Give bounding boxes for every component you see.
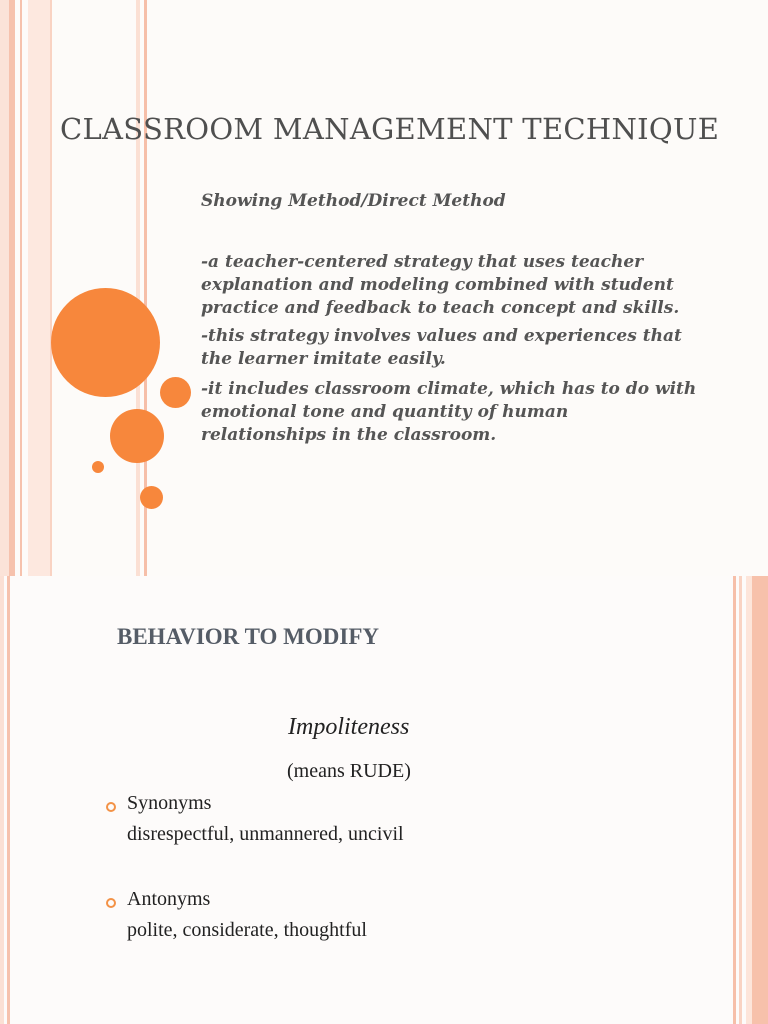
paragraph-line: relationships in the classroom. [201,425,497,445]
decorative-stripe [739,576,742,1024]
decorative-circle-large [51,288,160,397]
decorative-stripe [20,0,22,576]
paragraph-line: -a teacher-centered strategy that uses teacher [201,252,644,272]
decorative-circle [110,409,164,463]
paragraph-line: emotional tone and quantity of human [201,402,569,422]
bullet-text: polite, considerate, thoughtful [127,919,367,941]
decorative-stripe [752,576,768,1024]
paragraph [201,325,741,371]
paragraph-line: explanation and modeling combined with student [201,275,674,295]
slide-behavior-to-modify [0,576,768,1024]
paragraph [201,251,741,320]
decorative-stripe [7,576,10,1024]
bullet-heading: Antonyms [127,888,211,910]
decorative-stripe [0,576,4,1024]
decorative-stripe [50,0,52,576]
key-word: Impoliteness [288,714,410,740]
decorative-circle [160,377,191,408]
bullet-circle-icon [106,802,116,812]
paragraph-line: practice and feedback to teach concept and skills. [201,298,680,318]
decorative-stripe [28,0,50,576]
paragraph-line: the learner imitate easily. [201,349,446,369]
decorative-stripe [733,576,736,1024]
decorative-stripe [136,0,140,576]
bullet-circle-icon [106,898,116,908]
decorative-stripe [0,0,9,576]
decorative-circle [92,461,104,473]
slide-title: BEHAVIOR TO MODIFY [117,624,379,649]
slide-subtitle: Showing Method/Direct Method [201,191,506,211]
paragraph-line: -it includes classroom climate, which has to do with [201,379,697,399]
bullet-text: disrespectful, unmannered, uncivil [127,823,404,845]
slide-title: CLASSROOM MANAGEMENT TECHNIQUE [60,112,720,146]
paragraph [201,378,741,447]
word-meaning: (means RUDE) [287,760,411,782]
paragraph-line: -this strategy involves values and experiences that [201,326,682,346]
decorative-circle [140,486,163,509]
bullet-heading: Synonyms [127,792,212,814]
decorative-stripe [9,0,15,576]
